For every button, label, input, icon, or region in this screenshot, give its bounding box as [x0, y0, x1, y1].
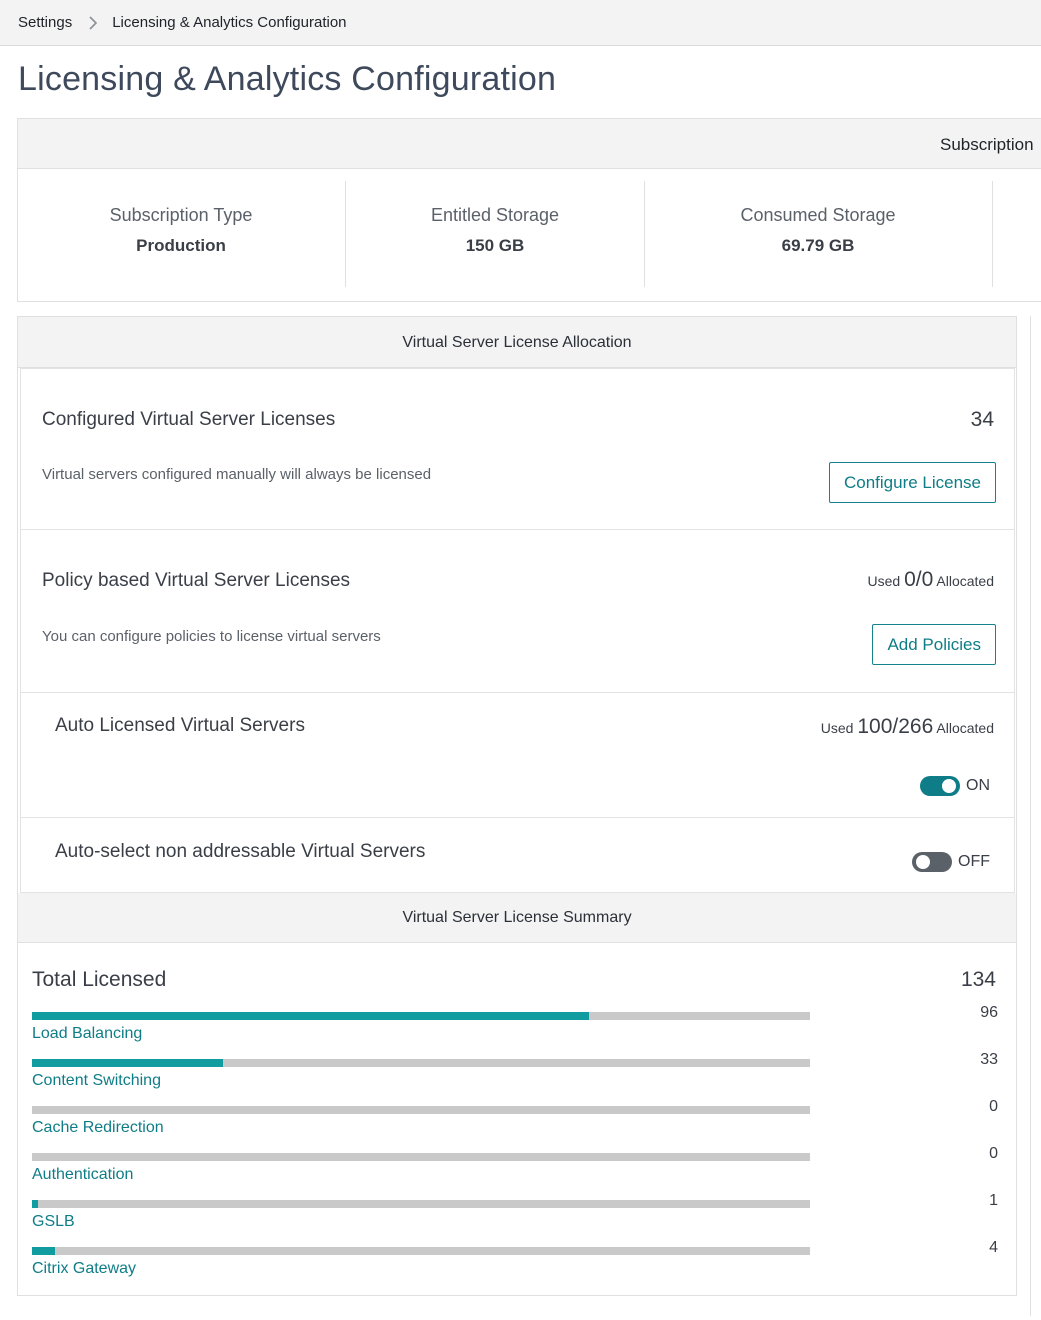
- summary-item-count: 96: [980, 1004, 998, 1021]
- consumed-storage-cell: [645, 181, 991, 287]
- summary-item-link[interactable]: Content Switching: [32, 1072, 161, 1089]
- total-licensed-label: Total Licensed: [32, 968, 167, 991]
- summary-bar-row: [32, 1239, 998, 1287]
- policy-licenses-section: [20, 529, 1015, 693]
- summary-item-count: 33: [980, 1051, 998, 1068]
- allocated-suffix: Allocated: [936, 720, 994, 736]
- progress-track: [32, 1106, 810, 1114]
- toggle-state-label: OFF: [958, 853, 990, 870]
- configure-license-button[interactable]: Configure License: [829, 462, 996, 503]
- progress-track: [32, 1059, 810, 1067]
- summary-item-count: 4: [989, 1239, 998, 1256]
- auto-used-value: 100/266: [857, 715, 934, 738]
- subscription-panel: [17, 118, 1041, 302]
- breadcrumb-current: Licensing & Analytics Configuration: [112, 14, 347, 31]
- page-title: Licensing & Analytics Configuration: [18, 60, 557, 98]
- configured-licenses-count: 34: [970, 408, 994, 431]
- summary-bar-row: [32, 1004, 998, 1052]
- entitled-storage-label: Entitled Storage: [430, 205, 560, 225]
- progress-track: [32, 1247, 810, 1255]
- progress-track: [32, 1200, 810, 1208]
- progress-fill: [32, 1059, 223, 1067]
- policy-licenses-description: You can configure policies to license virtual servers: [42, 628, 381, 645]
- toggle-state-label: ON: [966, 777, 990, 794]
- adjacent-panel-edge: [1030, 316, 1041, 1316]
- subscription-header-label: Subscription: [940, 135, 1034, 154]
- policy-used-value: 0/0: [904, 568, 934, 591]
- allocated-suffix: Allocated: [936, 573, 994, 589]
- summary-item-link[interactable]: Authentication: [32, 1166, 134, 1183]
- entitled-storage-value: 150 GB: [465, 236, 525, 255]
- progress-fill: [32, 1247, 55, 1255]
- policy-licenses-title: Policy based Virtual Server Licenses: [42, 570, 351, 591]
- subscription-type-cell: [18, 181, 344, 287]
- summary-bar-row: [32, 1145, 998, 1193]
- auto-license-toggle[interactable]: [920, 776, 990, 796]
- summary-header: [18, 893, 1016, 943]
- summary-header-label: Virtual Server License Summary: [402, 909, 632, 926]
- entitled-storage-cell: [346, 181, 644, 287]
- summary-item-link[interactable]: Load Balancing: [32, 1025, 143, 1042]
- summary-item-link[interactable]: Citrix Gateway: [32, 1260, 137, 1277]
- progress-track: [32, 1012, 810, 1020]
- summary-bar-row: [32, 1098, 998, 1146]
- breadcrumb-settings-link[interactable]: Settings: [18, 14, 73, 31]
- auto-licensed-section: [20, 692, 1015, 818]
- subscription-type-label: Subscription Type: [109, 205, 253, 225]
- license-allocation-panel: [17, 316, 1017, 1296]
- auto-licensed-title: Auto Licensed Virtual Servers: [55, 715, 305, 736]
- summary-item-link[interactable]: GSLB: [32, 1213, 75, 1230]
- progress-fill: [32, 1012, 589, 1020]
- toggle-switch[interactable]: [920, 776, 960, 796]
- summary-bar-row: [32, 1192, 998, 1240]
- configured-licenses-title: Configured Virtual Server Licenses: [42, 409, 336, 430]
- used-prefix: Used: [867, 573, 901, 589]
- consumed-storage-value: 69.79 GB: [781, 236, 855, 255]
- consumed-storage-label: Consumed Storage: [740, 205, 896, 225]
- breadcrumb: [0, 0, 1041, 46]
- total-licensed-value: 134: [960, 968, 996, 991]
- configured-licenses-description: Virtual servers configured manually will always be licensed: [42, 466, 432, 483]
- progress-fill: [32, 1200, 38, 1208]
- summary-item-link[interactable]: Cache Redirection: [32, 1119, 164, 1136]
- non-addressable-section: [20, 817, 1015, 893]
- summary-bar-row: [32, 1051, 998, 1099]
- summary-item-count: 1: [989, 1192, 998, 1209]
- add-policies-button[interactable]: Add Policies: [872, 624, 996, 665]
- toggle-switch[interactable]: [912, 852, 952, 872]
- configured-licenses-section: [20, 368, 1015, 530]
- chevron-right-icon: [88, 16, 98, 30]
- allocation-header: [18, 317, 1016, 368]
- subscription-header: [18, 119, 1041, 169]
- summary-item-count: 0: [989, 1098, 998, 1115]
- auto-licensed-usage: [821, 715, 994, 739]
- summary-item-count: 0: [989, 1145, 998, 1162]
- progress-track: [32, 1153, 810, 1161]
- policy-licenses-usage: [868, 568, 995, 592]
- non-addressable-toggle[interactable]: [912, 852, 990, 872]
- divider: [992, 181, 993, 287]
- used-prefix: Used: [820, 720, 854, 736]
- allocation-header-label: Virtual Server License Allocation: [402, 334, 632, 351]
- subscription-type-value: Production: [136, 236, 226, 255]
- non-addressable-title: Auto-select non addressable Virtual Servers: [55, 841, 426, 862]
